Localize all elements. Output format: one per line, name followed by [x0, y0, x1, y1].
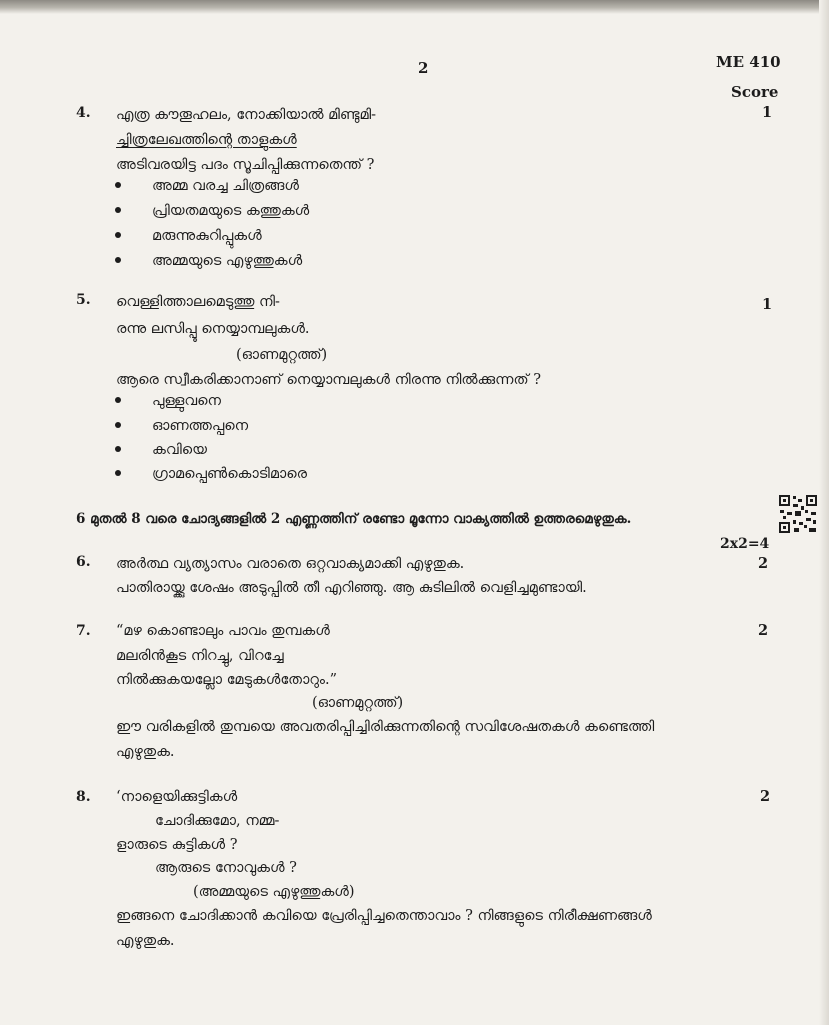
- bullet: [115, 446, 121, 452]
- bullet: [115, 397, 121, 403]
- question-number-6: 6.: [76, 554, 91, 570]
- q5-option-3: കവിയെ: [152, 442, 207, 458]
- q6-instruction: അർത്ഥ വ്യത്യാസം വരാതെ ഒറ്റവാക്യമാക്കി എഴുതുക.: [116, 556, 465, 572]
- q8-verse-line-3: ളാരുടെ കുട്ടികൾ ?: [116, 837, 238, 853]
- bullet: [115, 422, 121, 428]
- q8-verse-line-1: ‘നാളെയിക്കുട്ടികൾ: [116, 789, 238, 805]
- bullet: [115, 257, 121, 263]
- bullet: [115, 470, 121, 476]
- q7-question-line-2: എഴുതുക.: [116, 744, 175, 760]
- q5-question: ആരെ സ്വീകരിക്കാനാണ് നെയ്യാമ്പലുകൾ നിരന്നു നിൽക്കുന്നത് ?: [116, 372, 541, 388]
- q4-question: അടിവരയിട്ട പദം സൂചിപ്പിക്കുന്നതെന്ത് ?: [116, 157, 375, 173]
- q7-source: (ഓണമുറ്റത്ത്): [312, 695, 404, 711]
- q8-question-line-1: ഇങ്ങനെ ചോദിക്കാൻ കവിയെ പ്രേരിപ്പിച്ചതെന്താവാം ? നിങ്ങളുടെ നിരീക്ഷണങ്ങൾ: [116, 908, 652, 924]
- q5-score: 1: [762, 296, 773, 313]
- q5-option-2: ഓണത്തപ്പനെ: [152, 418, 249, 434]
- q8-score: 2: [760, 788, 771, 805]
- q7-score: 2: [758, 622, 769, 639]
- q4-option-4: അമ്മയുടെ എഴുത്തുകൾ: [152, 253, 303, 269]
- bullet: [115, 182, 121, 188]
- paper-code: ME 410: [716, 53, 781, 71]
- q7-question-line-1: ഈ വരികളിൽ തുമ്പയെ അവതരിപ്പിച്ചിരിക്കുന്നതിന്റെ സവിശേഷതകൾ കണ്ടെത്തി: [116, 719, 655, 735]
- section-instruction: 6 മുതൽ 8 വരെ ചോദ്യങ്ങളിൽ 2 എണ്ണത്തിന് രണ്ടോ മൂന്നോ വാക്യത്തിൽ ഉത്തരമെഴുതുക.: [76, 511, 632, 527]
- q7-verse-line-1: “മഴ കൊണ്ടാലും പാവം തുമ്പകൾ: [116, 623, 330, 639]
- q7-verse-line-2: മലരിൻകൂട നിറച്ചു, വിറച്ചേ: [116, 648, 284, 664]
- question-number-8: 8.: [76, 789, 91, 805]
- q6-score: 2: [758, 555, 769, 572]
- q8-verse-line-4: ആരുടെ നോവുകൾ ?: [155, 860, 297, 876]
- q8-verse-line-2: ചോദിക്കുമോ, നമ്മ-: [155, 813, 280, 829]
- qr-code-icon: [778, 494, 818, 534]
- q5-verse-line-2: രന്നു ലസിപ്പൂ നെയ്യാമ്പലുകൾ.: [116, 321, 310, 337]
- q4-option-3: മരുന്നുകുറിപ്പുകൾ: [152, 228, 262, 244]
- bullet: [115, 232, 121, 238]
- page-number: 2: [418, 59, 429, 77]
- section-marks: 2x2=4: [720, 536, 770, 552]
- q4-score: 1: [762, 104, 773, 121]
- scan-top-edge: [0, 0, 829, 14]
- q8-source: (അമ്മയുടെ എഴുത്തുകൾ): [193, 884, 355, 900]
- scan-right-edge: [819, 0, 829, 1025]
- q7-verse-line-3: നിൽക്കുകയല്ലോ മേടുകൾതോറും.”: [116, 672, 337, 688]
- q5-option-1: പുള്ളുവനെ: [152, 393, 221, 409]
- q4-verse-line-1: എത്ര കൗതൂഹലം, നോക്കിയാൽ മിണ്ടുമി-: [116, 107, 377, 123]
- q5-option-4: ഗ്രാമപ്പെൺകൊടിമാരെ: [152, 466, 308, 482]
- question-number-5: 5.: [76, 292, 91, 308]
- q4-option-1: അമ്മ വരച്ച ചിത്രങ്ങൾ: [152, 178, 299, 194]
- bullet: [115, 207, 121, 213]
- q8-question-line-2: എഴുതുക.: [116, 933, 175, 949]
- q4-option-2: പ്രിയതമയുടെ കത്തുകൾ: [152, 203, 310, 219]
- question-number-7: 7.: [76, 623, 91, 639]
- q5-verse-line-1: വെള്ളിത്താലമെടുത്തു നി-: [116, 294, 280, 310]
- q4-verse-line-2: ച്ചിത്രലേഖത്തിന്റെ താളുകൾ: [116, 132, 297, 148]
- q5-source: (ഓണമുറ്റത്ത്): [236, 347, 328, 363]
- q6-sentence: പാതിരായ്ക്കു ശേഷം അടുപ്പിൽ തീ എറിഞ്ഞു. ആ കുടിലിൽ വെളിച്ചമുണ്ടായി.: [116, 580, 587, 596]
- question-number-4: 4.: [76, 105, 91, 121]
- score-label: Score: [731, 83, 779, 101]
